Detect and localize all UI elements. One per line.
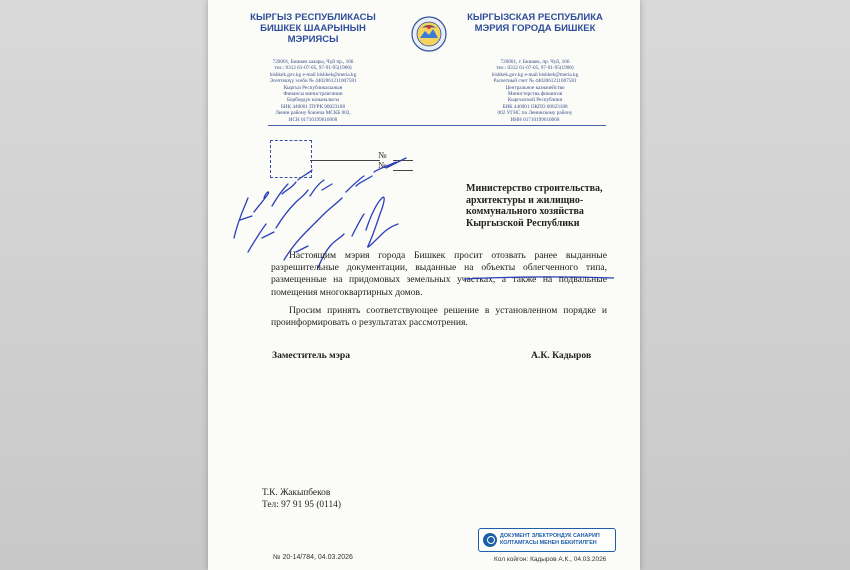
recipient-line: коммунального хозяйства: [466, 206, 584, 217]
header-kyrgyz-detail: Финансы министрлигинин: [283, 91, 343, 98]
header-kyrgyz-detail: тел.: 0312 61-07-05, 97-91-95(1900): [274, 65, 352, 72]
signatory-name: А.К. Кадыров: [531, 350, 592, 361]
header-russian-title-1: КЫРГЫЗСКАЯ РЕСПУБЛИКА: [467, 12, 603, 23]
contact-name: Т.К. Жакыпбеков: [262, 488, 331, 498]
number-mark-2: №: [378, 160, 387, 170]
letter-page: [208, 0, 640, 570]
header-russian: [460, 12, 610, 123]
number-mark-1: №: [378, 150, 387, 160]
contact-phone: Тел: 97 91 95 (0114): [262, 500, 341, 510]
e-signature-line-1: ДОКУМЕНТ ЭЛЕКТРОНДУК САНАРИП: [500, 533, 600, 539]
header-kyrgyz-detail: Кыргыз Республикасынын: [283, 84, 343, 91]
header-kyrgyz: [238, 12, 388, 123]
e-signature-icon: [483, 533, 497, 547]
signatory-position: Заместитель мэра: [272, 350, 351, 361]
header-russian-detail: БИК 440001 ОКПО 00023188: [502, 103, 568, 110]
header-kyrgyz-title-1: КЫРГЫЗ РЕСПУБЛИКАСЫ: [250, 12, 376, 23]
header-russian-detail: тел.: 0312 61-07-05, 97-91-95(1900): [496, 65, 574, 72]
header-russian-detail: 720001, г. Бишкек, пр. Чуй, 166: [500, 59, 570, 65]
header-kyrgyz-detail: 720001, Бишкек шаары, Чүй пр., 166: [272, 59, 354, 65]
state-emblem-icon: [411, 16, 447, 52]
registration-number: № 20-14/784, 04.03.2026: [273, 554, 353, 561]
header-russian-detail: bishkek.gov.kg e-mail bishkek@meria.kg: [491, 71, 579, 78]
recipient-block: [466, 183, 626, 229]
background-right: [638, 0, 850, 570]
header-russian-detail: 002 УГНС по Ленинскому району: [497, 110, 573, 117]
header-kyrgyz-detail: bishkek.gov.kg e-mail bishkek@meria.kg: [269, 71, 357, 78]
body-paragraph-1: Настоящим мэрия города Бишкек просит отозвать ранее выданные разрешительные документации, выданные на объекты облегченного типа, размещенные на придомовых земельных участках, а также на подвальные помещения многоквартирных домов.: [271, 250, 607, 298]
letter-body: [271, 250, 607, 335]
header-divider: [268, 125, 606, 126]
header-kyrgyz-detail: БИК 440001 ПУРК 00023188: [280, 103, 346, 110]
body-paragraph-2: Просим принять соответствующее решение в установленном порядке и проинформировать о результатах рассмотрения.: [271, 304, 607, 329]
e-signature-signed-by: Кол койгон: Кадыров А.К., 04.03.2026: [494, 556, 607, 563]
header-kyrgyz-detail: Борбордук казыналыгы: [286, 97, 340, 104]
contact-block: [262, 487, 341, 511]
header-russian-detail: Кыргызской Республики: [507, 97, 563, 104]
header-kyrgyz-detail: Эсептешүү эсеби № 4402061211007581: [269, 78, 357, 85]
header-russian-detail: Расчетный счет № 4402061211007581: [493, 78, 577, 85]
header-kyrgyz-title-2: БИШКЕК ШААРЫНЫН: [260, 23, 366, 34]
e-signature-line-2: КОЛТАМГАСЫ МЕНЕН БЕКИТИЛГЕН: [500, 540, 597, 546]
background-left: [0, 0, 210, 570]
e-signature-badge: [478, 528, 616, 552]
header-russian-detail: ИНН 01710199610068: [510, 116, 560, 123]
header-kyrgyz-detail: ИСН 01710199610068: [288, 116, 338, 123]
header-kyrgyz-detail: Ленин району боюнча МСКБ 002,: [275, 110, 351, 117]
header-russian-detail: Министерства финансов: [507, 91, 563, 98]
header-russian-title-2: МЭРИЯ ГОРОДА БИШКЕК: [474, 23, 596, 34]
recipient-line: Министерство строительства,: [466, 183, 603, 194]
header-kyrgyz-title-3: МЭРИЯСЫ: [287, 34, 339, 45]
recipient-line: архитектуры и жилищно-: [466, 194, 584, 206]
handwritten-underline: [464, 274, 614, 282]
header-russian-detail: Центральное казначейство: [505, 84, 565, 91]
recipient-line: Кыргызской Республики: [466, 217, 580, 229]
